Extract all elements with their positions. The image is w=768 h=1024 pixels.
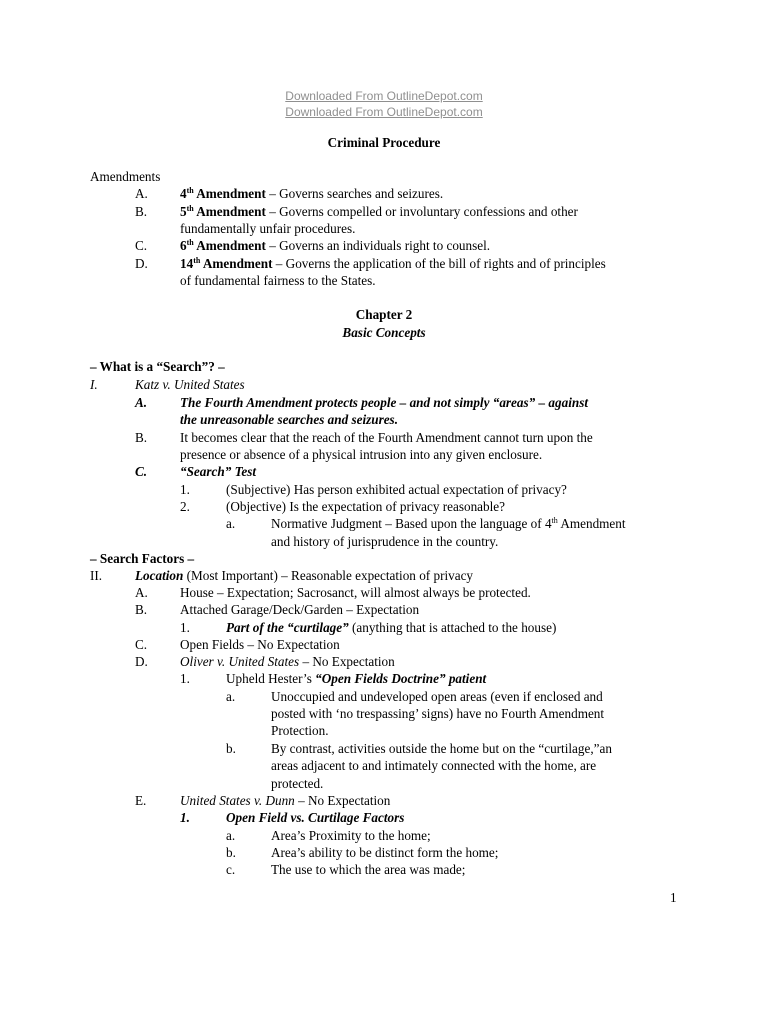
amendment-item: 4th Amendment – Governs searches and seizures.	[180, 186, 444, 201]
chapter-number: Chapter 2	[355, 307, 413, 322]
list-marker: II.	[90, 568, 103, 583]
outline-text: Open Fields – No Expectation	[180, 637, 340, 652]
outline-text: “Search” Test	[180, 464, 257, 479]
list-marker: 2.	[180, 499, 190, 514]
outline-text: Protection.	[271, 723, 329, 738]
outline-text: posted with ‘no trespassing’ signs) have no Fourth Amendment	[271, 706, 605, 721]
list-marker: a.	[226, 689, 236, 704]
watermark-link[interactable]: Downloaded From OutlineDepot.com	[285, 105, 483, 119]
list-marker: a.	[226, 828, 236, 843]
outline-text: House – Expectation; Sacrosanct, will almost always be protected.	[180, 585, 531, 600]
outline-text: and history of jurisprudence in the country.	[271, 534, 499, 549]
list-marker: A.	[135, 186, 148, 201]
outline-text: Attached Garage/Deck/Garden – Expectation	[180, 602, 420, 617]
outline-text: Oliver v. United States – No Expectation	[180, 654, 395, 669]
list-marker: C.	[135, 238, 148, 253]
outline-text: (Subjective) Has person exhibited actual expectation of privacy?	[226, 482, 567, 497]
outline-text: areas adjacent to and intimately connected with the home, are	[271, 758, 597, 773]
list-marker: B.	[135, 204, 148, 219]
holding-text: The Fourth Amendment protects people – and not simply “areas” – against	[180, 395, 588, 410]
list-marker: 1.	[180, 482, 190, 497]
list-marker: A.	[135, 585, 148, 600]
outline-text: Area’s ability to be distinct form the home;	[271, 845, 499, 860]
list-marker: A.	[135, 395, 148, 410]
amendment-item-continued: fundamentally unfair procedures.	[180, 221, 356, 236]
outline-text: protected.	[271, 776, 324, 791]
list-marker: C.	[135, 464, 148, 479]
list-marker: I.	[90, 377, 98, 392]
list-marker: E.	[135, 793, 147, 808]
outline-text: By contrast, activities outside the home but on the “curtilage,”an	[271, 741, 612, 756]
outline-text: Location (Most Important) – Reasonable expectation of privacy	[135, 568, 474, 583]
page-number: 1	[670, 890, 677, 905]
outline-text: Unoccupied and undeveloped open areas (even if enclosed and	[271, 689, 603, 704]
section-heading: – Search Factors –	[90, 551, 195, 566]
list-marker: B.	[135, 602, 148, 617]
amendment-item: 5th Amendment – Governs compelled or involuntary confessions and other	[180, 204, 578, 219]
outline-text: Area’s Proximity to the home;	[271, 828, 431, 843]
amendments-heading: Amendments	[90, 169, 161, 184]
outline-text: Upheld Hester’s “Open Fields Doctrine” patient	[226, 671, 487, 686]
amendment-item: 14th Amendment – Governs the application of the bill of rights and of principles	[180, 256, 606, 271]
case-name: Katz v. United States	[135, 377, 245, 392]
outline-text: United States v. Dunn – No Expectation	[180, 793, 391, 808]
list-marker: b.	[226, 845, 236, 860]
list-marker: D.	[135, 256, 148, 271]
section-heading: – What is a “Search”? –	[90, 359, 225, 374]
list-marker: 1.	[180, 671, 190, 686]
outline-text: (Objective) Is the expectation of privacy reasonable?	[226, 499, 506, 514]
list-marker: c.	[226, 862, 236, 877]
holding-text: the unreasonable searches and seizures.	[180, 412, 398, 427]
list-marker: b.	[226, 741, 236, 756]
outline-text: Normative Judgment – Based upon the language of 4th Amendment	[271, 516, 626, 531]
document-title: Criminal Procedure	[327, 135, 441, 150]
amendment-item: 6th Amendment – Governs an individuals right to counsel.	[180, 238, 491, 253]
list-marker: a.	[226, 516, 236, 531]
list-marker: 1.	[180, 810, 190, 825]
amendment-item-continued: of fundamental fairness to the States.	[180, 273, 376, 288]
chapter-title: Basic Concepts	[342, 325, 426, 340]
outline-text: Part of the “curtilage” (anything that is attached to the house)	[226, 620, 557, 635]
watermark-link[interactable]: Downloaded From OutlineDepot.com	[285, 89, 483, 103]
list-marker: 1.	[180, 620, 190, 635]
list-marker: C.	[135, 637, 148, 652]
outline-text: presence or absence of a physical intrusion into any given enclosure.	[180, 447, 543, 462]
outline-text: Open Field vs. Curtilage Factors	[226, 810, 405, 825]
outline-text: It becomes clear that the reach of the Fourth Amendment cannot turn upon the	[180, 430, 593, 445]
list-marker: D.	[135, 654, 148, 669]
list-marker: B.	[135, 430, 148, 445]
outline-text: The use to which the area was made;	[271, 862, 466, 877]
